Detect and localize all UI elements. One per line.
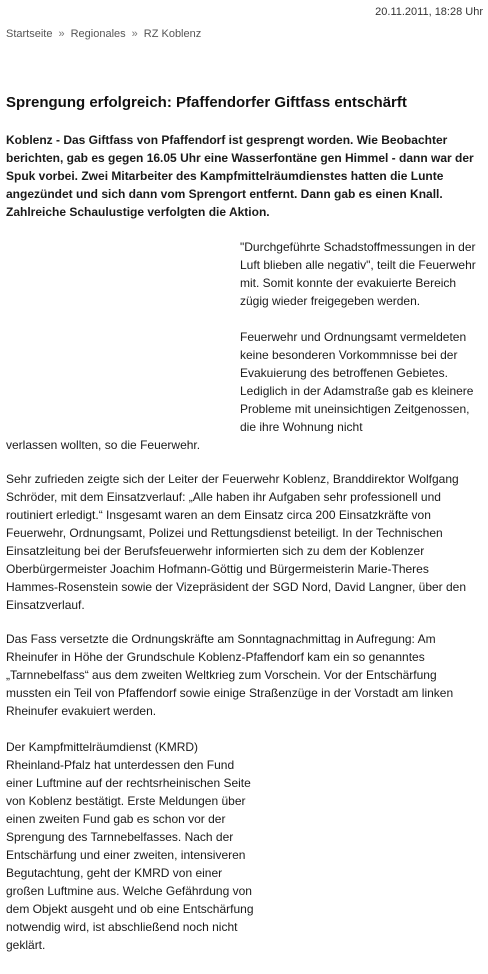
breadcrumb: [6, 28, 201, 40]
article-paragraph-evacuation: Feuerwehr und Ordnungsamt vermeldeten keine besonderen Vorkommnisse bei der Evakuierung des betroffenen Gebietes. Lediglich in der Adamstraße gab es kleinere Probleme mit uneinsichtigen Zeitgenossen, die ihre Wohnung nicht: [240, 330, 474, 434]
breadcrumb-item-regionales[interactable]: Regionales: [70, 28, 126, 40]
article-paragraph-fire-chief: Sehr zufrieden zeigte sich der Leiter der Feuerwehr Koblenz, Branddirektor Wolfgang Schröder, mit dem Einsatzverlauf: „Alle haben ihr Aufgaben sehr professionell und routiniert erledigt.“ Insgesamt waren an dem Einsatz circa 200 Einsatzkräfte von Feuerwehr, Ordnungsamt, Polizei und Rettungsdienst beteiligt. In der Technischen Einsatzleitung bei der Berufsfeuerwehr informierten sich zu dem der Koblenzer Oberbürgermeister Joachim Hofmann-Göttig und Bürgermeisterin Marie-Theres Hammes-Rosenstein sowie der Vizepräsident der SGD Nord, David Langner, über den Einsatzverlauf.: [6, 472, 467, 612]
article-lead: Koblenz - Das Giftfass von Pfaffendorf ist gesprengt worden. Wie Beobachter berichten, gab es gegen 16.05 Uhr eine Wasserfontäne gen Himmel - dann war der Spuk vorbei. Zwei Mitarbeiter des Kampfmittelräumdienstes hatten die Lunte angezündet und sich dann vom Sprengort entfernt. Dann gab es einen Knall. Zahlreiche Schaulustige verfolgten die Aktion.: [6, 133, 474, 219]
article-paragraph-barrel: Das Fass versetzte die Ordnungskräfte am Sonntagnachmittag in Aufregung: Am Rheinufer in Höhe der Grundschule Koblenz-Pfaffendorf kam ein so genanntes „Tarnnebelfass“ aus dem zweiten Weltkrieg zum Vorschein. Vor der Entschärfung mussten ein Teil von Pfaffendorf sowie einige Straßenzüge in der Vorstadt am linken Rheinufer evakuiert werden.: [6, 632, 454, 718]
breadcrumb-separator: »: [58, 28, 65, 40]
article-paragraph-air-mine: Der Kampfmittelräumdienst (KMRD) Rheinland-Pfalz hat unterdessen den Fund einer Luftmine auf der rechtsrheinischen Seite von Koblenz bestätigt. Erste Meldungen über einen zweiten Fund gab es schon vor der Sprengung des Tarnnebelfasses. Nach der Entschärfung und einer zweiten, intensiveren Begutachtung, geht der KMRD von einer großen Luftmine aus. Welche Gefährdung von dem Objekt ausgeht und ob eine Entschärfung notwendig wird, ist abschließend noch nicht geklärt.: [6, 740, 254, 952]
breadcrumb-item-startseite[interactable]: Startseite: [6, 28, 53, 40]
breadcrumb-separator: »: [131, 28, 138, 40]
article-paragraph-evacuation-end: verlassen wollten, so die Feuerwehr.: [6, 438, 201, 452]
breadcrumb-item-rz-koblenz[interactable]: RZ Koblenz: [143, 28, 202, 40]
publish-timestamp: 20.11.2011, 18:28 Uhr: [375, 6, 483, 18]
article-paragraph-measurements: "Durchgeführte Schadstoffmessungen in der Luft blieben alle negativ", teilt die Feuerwehr mit. Somit konnte der evakuierte Bereich zügig wieder freigegeben werden.: [240, 240, 476, 308]
article-title: Sprengung erfolgreich: Pfaffendorfer Giftfass entschärft: [6, 94, 407, 111]
